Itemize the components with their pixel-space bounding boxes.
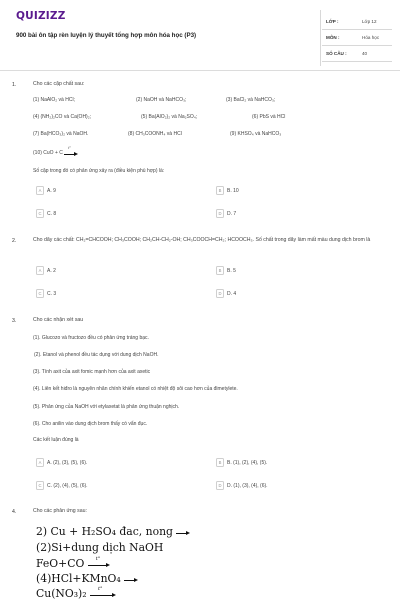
reaction-text: (2)Si+dung dịch NaOH bbox=[36, 541, 164, 554]
option-text: A. 2 bbox=[47, 268, 56, 274]
reaction-line bbox=[36, 525, 190, 538]
reaction-text: FeO+CO bbox=[36, 557, 85, 570]
meta-row-class bbox=[322, 14, 392, 30]
option-text: D. 4 bbox=[227, 291, 237, 297]
statement-item: (2). Etanol và phenol đều tác dụng với dung dịch NaOH. bbox=[34, 352, 159, 358]
quizizz-logo: QUIZIZZ bbox=[16, 10, 66, 22]
reaction-text: (4)HCl+KMnO₄ bbox=[36, 572, 121, 585]
option-letter-box: C bbox=[36, 481, 44, 490]
option-letter-box: B bbox=[216, 266, 224, 275]
arrow-label: t° bbox=[98, 586, 103, 592]
reaction-line bbox=[36, 557, 110, 570]
statement-item: (6). Cho anilin vào dung dịch brom thấy có vẩn đục. bbox=[33, 421, 148, 427]
option-text: D. (1), (3), (4), (6). bbox=[227, 483, 268, 489]
reaction-line bbox=[36, 587, 116, 600]
option-letter-box: C bbox=[36, 209, 44, 218]
arrow-label: t° bbox=[95, 556, 101, 562]
statement-item: (1). Glucozo và fructozo đều có phản ứng tráng bạc. bbox=[33, 335, 149, 341]
pair-item: (2) NaOH và NaHCO₃; bbox=[136, 97, 187, 103]
question-stem: Cho các phản ứng sau: bbox=[33, 508, 87, 514]
pair-item: (6) PbS và HCl bbox=[252, 114, 286, 120]
option-letter-box: B bbox=[216, 186, 224, 195]
meta-key: SỐ CÂU : bbox=[326, 51, 347, 56]
worksheet-title: 900 bài ôn tập rèn luyện lý thuyết tổng hợp môn hóa học (P3) bbox=[16, 32, 197, 39]
reaction-line bbox=[36, 541, 163, 554]
statement-item: (4). Liên kết hiđro là nguyên nhân chính khiến etanol có nhiệt độ sôi cao hơn của đimetylete. bbox=[33, 386, 238, 392]
option-letter-box: A bbox=[36, 266, 44, 275]
reaction-arrow-icon bbox=[88, 556, 110, 567]
pair-item: (5) Ba(AlO₂)₂ và Na₂SO₄; bbox=[141, 114, 198, 120]
option-letter-box: B bbox=[216, 458, 224, 467]
option-text: C. (2), (4), (5), (6). bbox=[47, 483, 88, 489]
question-number: 2. bbox=[12, 238, 17, 244]
question-stem: Cho các cặp chất sau: bbox=[33, 81, 85, 87]
option-text: B. (1), (2), (4), (5). bbox=[227, 460, 268, 466]
pair-item: (8) CH₃COONH₄ và HCl bbox=[128, 131, 182, 137]
option-letter-box: C bbox=[36, 289, 44, 298]
question-stem: Cho các nhận xét sau bbox=[33, 317, 84, 323]
meta-table bbox=[322, 14, 392, 62]
option-letter-box: D bbox=[216, 209, 224, 218]
option-text: C. 8 bbox=[47, 211, 57, 217]
meta-key: LỚP : bbox=[326, 19, 339, 24]
pair-item: (3) BaCl₂ và NaHCO₃; bbox=[226, 97, 276, 103]
statement-item: (3). Tính axit của axit fomic mạnh hơn của axit axetic bbox=[33, 369, 151, 375]
reaction-line bbox=[36, 572, 138, 585]
option-text: A. 9 bbox=[47, 188, 56, 194]
option-letter-box: D bbox=[216, 289, 224, 298]
meta-value: 40 bbox=[362, 51, 368, 56]
question-number: 4. bbox=[12, 509, 17, 515]
reaction-arrow-icon bbox=[90, 586, 116, 597]
meta-divider bbox=[320, 10, 321, 66]
meta-row-subject bbox=[322, 30, 392, 46]
reaction-arrow-icon bbox=[124, 576, 138, 582]
option-text: C. 3 bbox=[47, 291, 57, 297]
worksheet-header bbox=[0, 0, 400, 72]
header-divider bbox=[0, 70, 400, 71]
pair-item: (4) (NH₂)₂CO và Ca(OH)₂; bbox=[33, 114, 92, 120]
option-letter-box: A bbox=[36, 186, 44, 195]
question-prompt: Số cặp trong đó có phản ứng xảy ra (điều kiện phù hợp) là: bbox=[33, 168, 165, 174]
pair-item-cuo bbox=[33, 146, 78, 156]
option-letter-box: A bbox=[36, 458, 44, 467]
pair-item: (1) NaAlO₂ và HCl; bbox=[33, 97, 75, 103]
question-number: 1. bbox=[12, 82, 17, 88]
reaction-arrow-icon bbox=[176, 529, 190, 535]
option-text: B. 5 bbox=[227, 268, 236, 274]
meta-value: Lớp 12 bbox=[362, 19, 377, 24]
meta-key: MÔN : bbox=[326, 35, 340, 40]
meta-row-count bbox=[322, 46, 392, 62]
option-letter-box: D bbox=[216, 481, 224, 490]
pair-item: (9) KHSO₄ và NaHCO₃ bbox=[230, 131, 282, 137]
reaction-text: Cu(NO₃)₂ bbox=[36, 587, 87, 600]
question-prompt: Các kết luận đúng là bbox=[33, 437, 79, 443]
meta-value: Hóa học bbox=[362, 35, 380, 40]
option-text: A. (2), (3), (5), (6). bbox=[47, 460, 88, 466]
option-text: B. 10 bbox=[227, 188, 239, 194]
arrow-label: t° bbox=[68, 146, 71, 151]
option-text: D. 7 bbox=[227, 211, 237, 217]
question-number: 3. bbox=[12, 318, 17, 324]
pair-item: (7) Ba(HCO₃)₂ và NaOH. bbox=[33, 131, 89, 137]
question-stem: Cho dãy các chất: CH₂=CHCOOH; CH₃COOH; CH₂CH-CH₂-OH; CH₃COOCH=CH₂; HCOOCH₃. Số chất trong dãy làm mất màu dung dịch brom là bbox=[33, 237, 371, 243]
reaction-text: 2) Cu + H₂SO₄ đac, nong bbox=[36, 525, 173, 538]
reaction-arrow-icon bbox=[64, 146, 78, 155]
pair-item-text: (10) CuO + C bbox=[33, 150, 63, 156]
statement-item: (5). Phản ứng của NaOH với etylaxetat là phản ứng thuận nghịch. bbox=[33, 404, 180, 410]
